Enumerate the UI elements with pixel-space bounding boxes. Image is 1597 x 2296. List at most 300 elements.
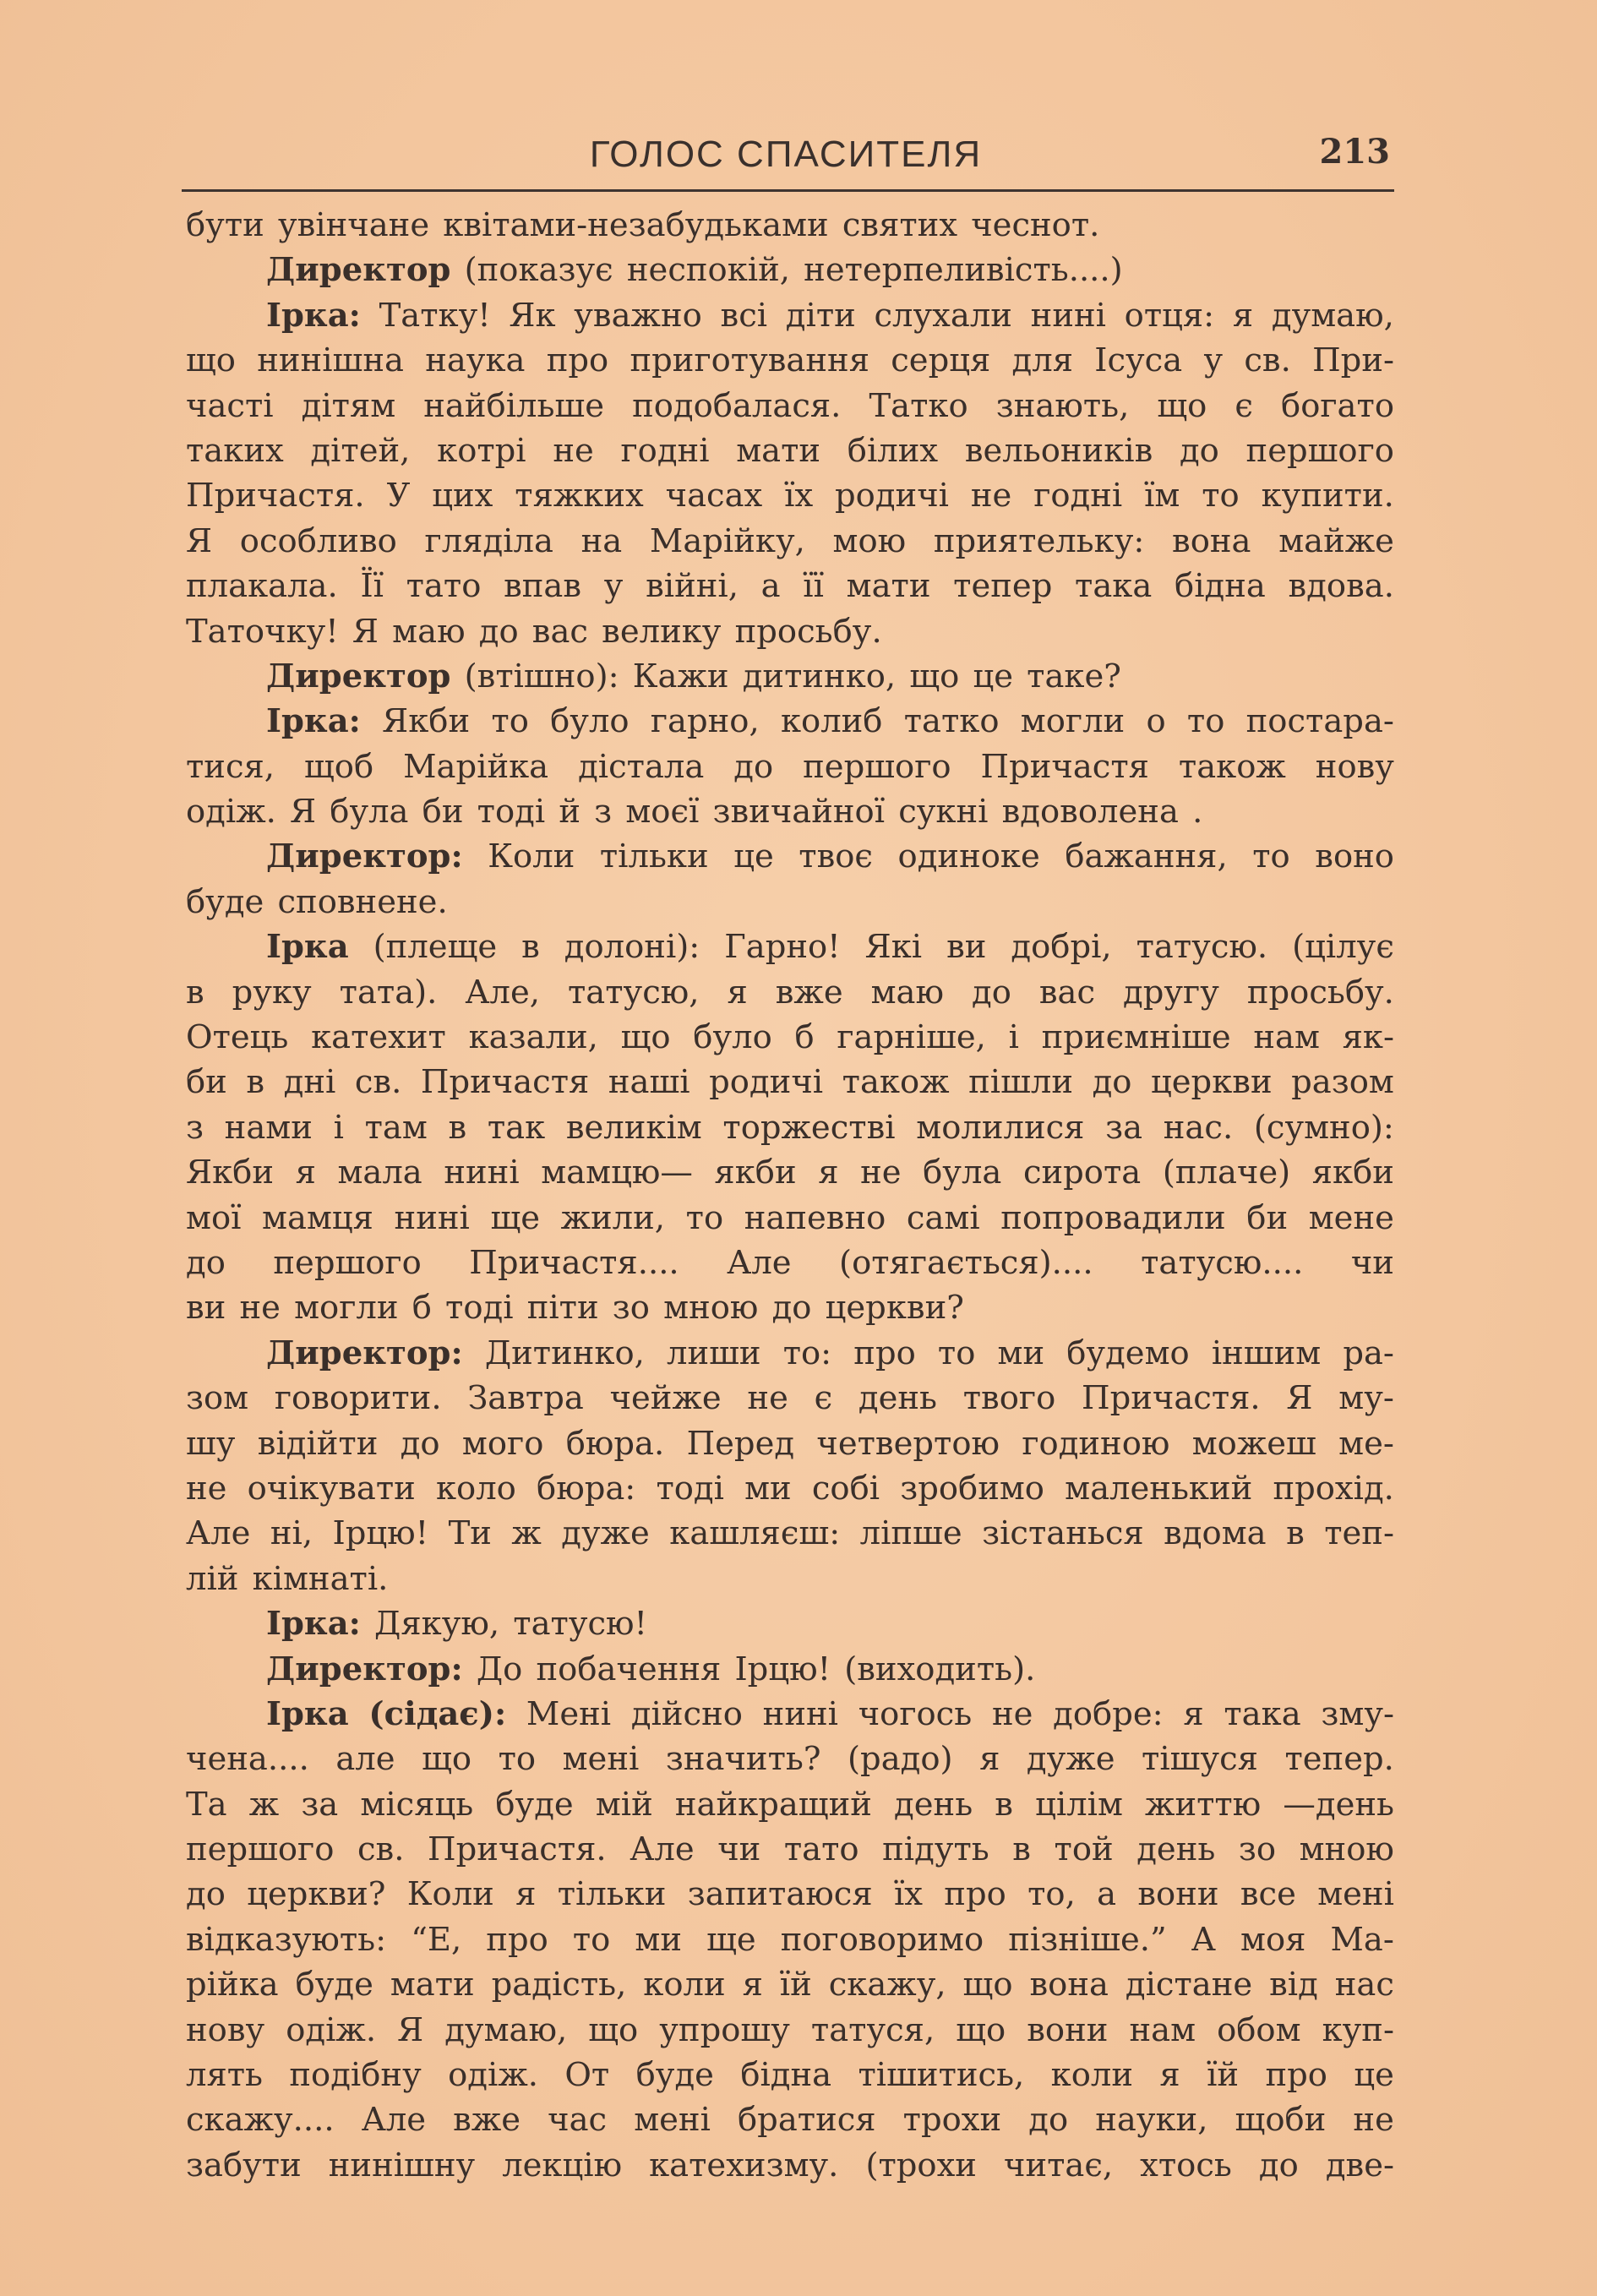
text-line [186,1962,1394,2007]
text-line [186,1241,1394,1285]
word: татуся, [810,2010,935,2049]
word: ще [490,1198,541,1237]
word: це [973,657,1014,695]
word: воно [1315,837,1394,876]
word: дуже [1026,1740,1115,1779]
word: Але [630,1830,695,1869]
word: катехизму. [649,2146,839,2184]
word: При- [1312,341,1394,380]
word: часті [186,386,274,425]
text-line [186,1511,1394,1556]
word: відказують: [186,1920,387,1959]
word: чейже [609,1379,722,1418]
word: годні [620,431,710,470]
word: їй [779,1966,812,2004]
word: впав [504,567,582,606]
word: дитинко, [742,657,897,695]
word: очікувати [247,1469,416,1508]
text-line [186,293,1394,338]
word: життю [1145,1785,1262,1824]
word: коли [1050,2056,1134,2095]
word: моєї [625,793,700,832]
word: пізніше.” [1008,1920,1167,1959]
word: братися [738,2101,876,2140]
word: не [239,1289,281,1328]
word: наука [425,341,526,380]
word: про [853,1333,916,1372]
word: мати [846,567,931,606]
word: як- [1342,1018,1394,1057]
word: тато [406,567,482,606]
word: обом [1217,2010,1301,2049]
word: Але [361,2101,427,2140]
word: подібну [289,2056,422,2095]
word: татко [903,702,1000,741]
word: церкви? [247,1875,386,1914]
word: все [1240,1875,1296,1914]
word: тепер. [1284,1740,1394,1779]
word: вельоників [964,431,1153,470]
word: ж [248,1785,280,1824]
word: то [491,702,529,741]
word: —день [1283,1785,1394,1824]
text-line [186,203,1394,248]
text-line [186,1105,1394,1150]
word: увінчане [277,206,430,244]
word: пішли [968,1063,1074,1102]
word: їм [1144,477,1180,515]
text-line [186,2053,1394,2097]
word: вдома [1164,1514,1267,1553]
word: тоді [656,1469,724,1508]
word: що [422,1740,472,1779]
word: би [422,793,464,832]
word: колиб [780,702,883,741]
word: але [335,1740,395,1779]
word: вони [1137,1875,1219,1914]
word: мені [1317,1875,1394,1914]
word: сповнене. [277,882,448,921]
word: Директор: [266,1650,463,1688]
word: забути [186,2146,302,2184]
word: Татко [869,386,968,425]
text-line [186,609,1394,654]
word: би [186,1063,227,1102]
word: церкви [1151,1063,1273,1102]
word: бути [186,206,264,244]
word: твого [962,1379,1056,1418]
word: ви [946,928,987,967]
word: мати [736,431,821,470]
word: другу [1123,973,1219,1012]
word: родичі [709,1063,824,1102]
word: гарно, [650,702,760,741]
word: до [186,1875,226,1914]
word: думаю, [1271,296,1394,335]
word: буде [295,1966,373,2004]
word: найкращий [674,1785,872,1824]
word: Причастя. [186,477,365,515]
word: тільки [557,1875,667,1914]
word: скажу, [828,1966,946,2004]
word: Які [864,928,923,967]
word: день [894,1785,973,1824]
word: до [733,747,774,786]
word: . [1192,793,1203,832]
word: зістанься [982,1514,1144,1553]
word: бюра: [537,1469,636,1508]
word: Але [727,1243,792,1282]
word: то [685,1198,724,1237]
word: маленький [1065,1469,1253,1508]
word: вона [1029,1966,1109,2004]
text-line [186,1737,1394,1781]
word: могли [294,1289,399,1328]
word: не [553,431,594,470]
word: А [1191,1920,1216,1959]
text-line [186,1557,1394,1601]
word: добрі, [1011,928,1112,967]
word: до [972,973,1011,1012]
word: гляділа [424,521,553,560]
word: чена.... [186,1740,309,1779]
word: дуже [561,1514,650,1553]
word: чогось [858,1694,973,1733]
word: бідна [1175,567,1266,606]
word: що [1157,386,1207,425]
word: Причастя. [428,1830,607,1869]
word: купити. [1261,477,1394,515]
word: приємніше [1041,1018,1231,1057]
word: можеш [1191,1424,1316,1463]
word: до [1179,431,1219,470]
word: Директор [266,251,451,290]
text-line [186,744,1394,789]
page-number: 213 [1319,132,1390,172]
word: чи [1350,1243,1394,1282]
word: їй [1207,2056,1240,2095]
word: Ісуса [1094,341,1183,380]
word: торжестві [722,1108,896,1147]
word: жили, [560,1198,666,1237]
word: я [295,1153,316,1192]
word: чеснот. [971,206,1100,244]
word: Ірка: [266,296,361,335]
word: прохід. [1273,1469,1394,1508]
word: її [803,567,824,606]
word: одіж. [186,793,276,832]
word: не [970,477,1012,515]
word: могли [1020,702,1126,741]
word: буде [495,1785,574,1824]
word: ні, [270,1514,313,1553]
word: в [1286,1514,1305,1553]
word: Марійку, [649,521,805,560]
word: велику [602,612,722,651]
word: про [1265,2056,1327,2095]
word: першого [803,747,951,786]
word: якби [1311,1153,1394,1192]
text-line [186,1285,1394,1330]
word: ліпше [859,1514,962,1553]
word: упрошу [659,2010,790,2049]
word: ме- [1338,1424,1394,1463]
word: татусю.... [1141,1243,1304,1282]
word: до [771,1289,812,1328]
word: найбільше [423,386,605,425]
word: нетерпеливість....) [804,251,1123,290]
word: Ма- [1330,1920,1394,1959]
word: Директор: [266,1333,463,1372]
word: скажу.... [186,2101,335,2140]
word: підуть [882,1830,989,1869]
word: нині [1030,296,1106,335]
word: уважно [574,296,702,335]
word: наші [608,1063,690,1102]
word: час [548,2101,608,2140]
word: бажання, [1065,837,1228,876]
word: що [956,2010,1006,2049]
word: що [962,1966,1013,2004]
word: про [486,1920,548,1959]
word: нами [224,1108,313,1147]
word: (плеще [373,928,498,967]
text-line [186,519,1394,564]
word: мати [390,1966,475,2004]
word: мною [663,1289,759,1328]
word: б [412,1289,432,1328]
word: білих [847,431,939,470]
word: для [1011,341,1073,380]
word: відійти [257,1424,379,1463]
word: також [1178,747,1286,786]
word: Таточку! [186,612,339,651]
word: коло [435,1469,516,1508]
word: котрі [437,431,526,470]
word: читає, [1003,2146,1114,2184]
word: одиноке [897,837,1040,876]
word: що [186,341,236,380]
word: нову [1315,747,1394,786]
word: хтось [1140,2146,1232,2184]
word: до [478,612,519,651]
word: Перед [686,1424,795,1463]
word: маю [870,973,945,1012]
word: Дитинко, [484,1333,645,1372]
word: святих [842,206,958,244]
word: моя [1240,1920,1306,1959]
word: така [1075,567,1153,606]
word: є [814,1379,833,1418]
word: нам [1253,1018,1320,1057]
word: (трохи [865,2146,977,2184]
text-line [186,834,1394,879]
word: Я [290,793,317,832]
text-line [186,699,1394,744]
word: отця: [1124,296,1215,335]
word: ми [997,1333,1045,1372]
word: тішуся [1142,1740,1258,1779]
word: му- [1338,1379,1394,1418]
word: дітям [301,386,396,425]
word: приятельку: [933,521,1145,560]
word: ми [635,1920,682,1959]
word: була [330,793,409,832]
word: я [1232,296,1254,335]
word: до [1092,1063,1132,1102]
word: вдоволена [1001,793,1179,832]
word: поговоримо [780,1920,984,1959]
text-line [186,473,1394,518]
word: (отягається).... [839,1243,1093,1282]
word: (сідає): [368,1694,507,1733]
page-header [182,127,1390,186]
word: цілім [1035,1785,1123,1824]
word: би [1246,1198,1289,1237]
word: так [487,1108,546,1147]
word: я [742,1966,763,2004]
word: Та [186,1785,227,1824]
word: зробимо [900,1469,1044,1508]
word: то: [782,1333,832,1372]
word: Дякую, [374,1605,500,1644]
word: була [923,1153,1002,1192]
word: зо [612,1289,650,1328]
text-line [186,1376,1394,1421]
word: Я [1286,1379,1313,1418]
word: дійсно [630,1694,743,1733]
word: буде [635,2056,714,2095]
word: Причастя [420,1063,590,1102]
word: лять [186,2056,264,2095]
word: кашляєш: [669,1514,841,1553]
word: До [476,1650,523,1688]
word: нині [394,1198,470,1237]
text-line [186,1421,1394,1466]
word: Директор: [266,837,463,876]
word: богато [1281,386,1394,425]
word: тільки [599,837,709,876]
word: є [1235,386,1253,425]
word: Я [397,2010,424,2049]
word: св. [357,1830,405,1869]
word: не [1353,2101,1394,2140]
text-line [186,2097,1394,2142]
word: зо [1238,1830,1277,1869]
text-line [186,564,1394,608]
word: за [1105,1108,1143,1147]
word: від [1269,1966,1318,2004]
word: Якби [186,1153,274,1192]
word: лій [186,1559,239,1598]
word: я [515,1875,537,1914]
word: Але [186,1514,251,1553]
word: св. [1244,341,1291,380]
text-line [186,1060,1394,1104]
word: що [588,2010,639,2049]
word: твоє [798,837,873,876]
word: нинішна [257,341,404,380]
word: я [818,1153,839,1192]
text-line [186,1196,1394,1241]
word: до [186,1243,226,1282]
word: попровадили [1000,1198,1226,1237]
text-line [186,789,1394,834]
word: Коли [488,837,575,876]
word: то [498,1740,537,1779]
word: а [1097,1875,1117,1914]
word: просьбу. [1246,973,1394,1012]
word: радість, [491,1966,627,2004]
word: першого [1245,431,1394,470]
word: Причастя. [1082,1379,1261,1418]
word: вже [453,2101,521,2140]
word: Я [186,521,213,560]
word: вас [531,612,588,651]
word: дітей, [310,431,411,470]
word: подобалася. [632,386,842,425]
word: з [186,1108,204,1147]
word: буде [186,882,264,921]
word: руку [232,973,312,1012]
word: дістала [578,747,705,786]
word: таке? [1027,657,1121,695]
word: катехит [311,1018,446,1057]
word: нині [444,1153,520,1192]
word: коли [643,1966,726,2004]
header-rule [182,189,1394,192]
word: в [186,973,204,1012]
word: також [842,1063,950,1102]
word: то [1202,477,1240,515]
text-line [186,428,1394,473]
word: тися, [186,747,275,786]
word: (цілує [1292,928,1394,967]
word: думаю, [444,2010,568,2049]
word: долоні): [564,928,700,967]
running-title: ГОЛОС СПАСИТЕЛЯ [589,134,983,175]
word: то, [1027,1875,1076,1914]
word: Кажи [632,657,729,695]
word: просьбу. [734,612,882,651]
word: мої [186,1198,242,1237]
word: добре: [1053,1694,1164,1733]
word: іншим [1211,1333,1322,1372]
word: серця [891,341,991,380]
word: в [1012,1830,1031,1869]
word: я [727,973,748,1012]
word: день [858,1379,938,1418]
word: першого [186,1830,335,1869]
word: не [991,1694,1033,1733]
word: татусю! [513,1605,648,1644]
word: про [546,341,609,380]
word: (виходить). [844,1650,1036,1688]
word: лекцію [502,2146,623,2184]
text-line [186,1827,1394,1872]
word: сирота [1022,1153,1142,1192]
word: до [400,1424,440,1463]
word: о [1146,702,1166,741]
word: там [364,1108,428,1147]
word: це [733,837,774,876]
word: От [564,2056,610,2095]
word: Мені [526,1694,612,1733]
word: вас [1038,973,1096,1012]
word: було [693,1018,772,1057]
word: було [550,702,630,741]
word: мені [562,1740,640,1779]
